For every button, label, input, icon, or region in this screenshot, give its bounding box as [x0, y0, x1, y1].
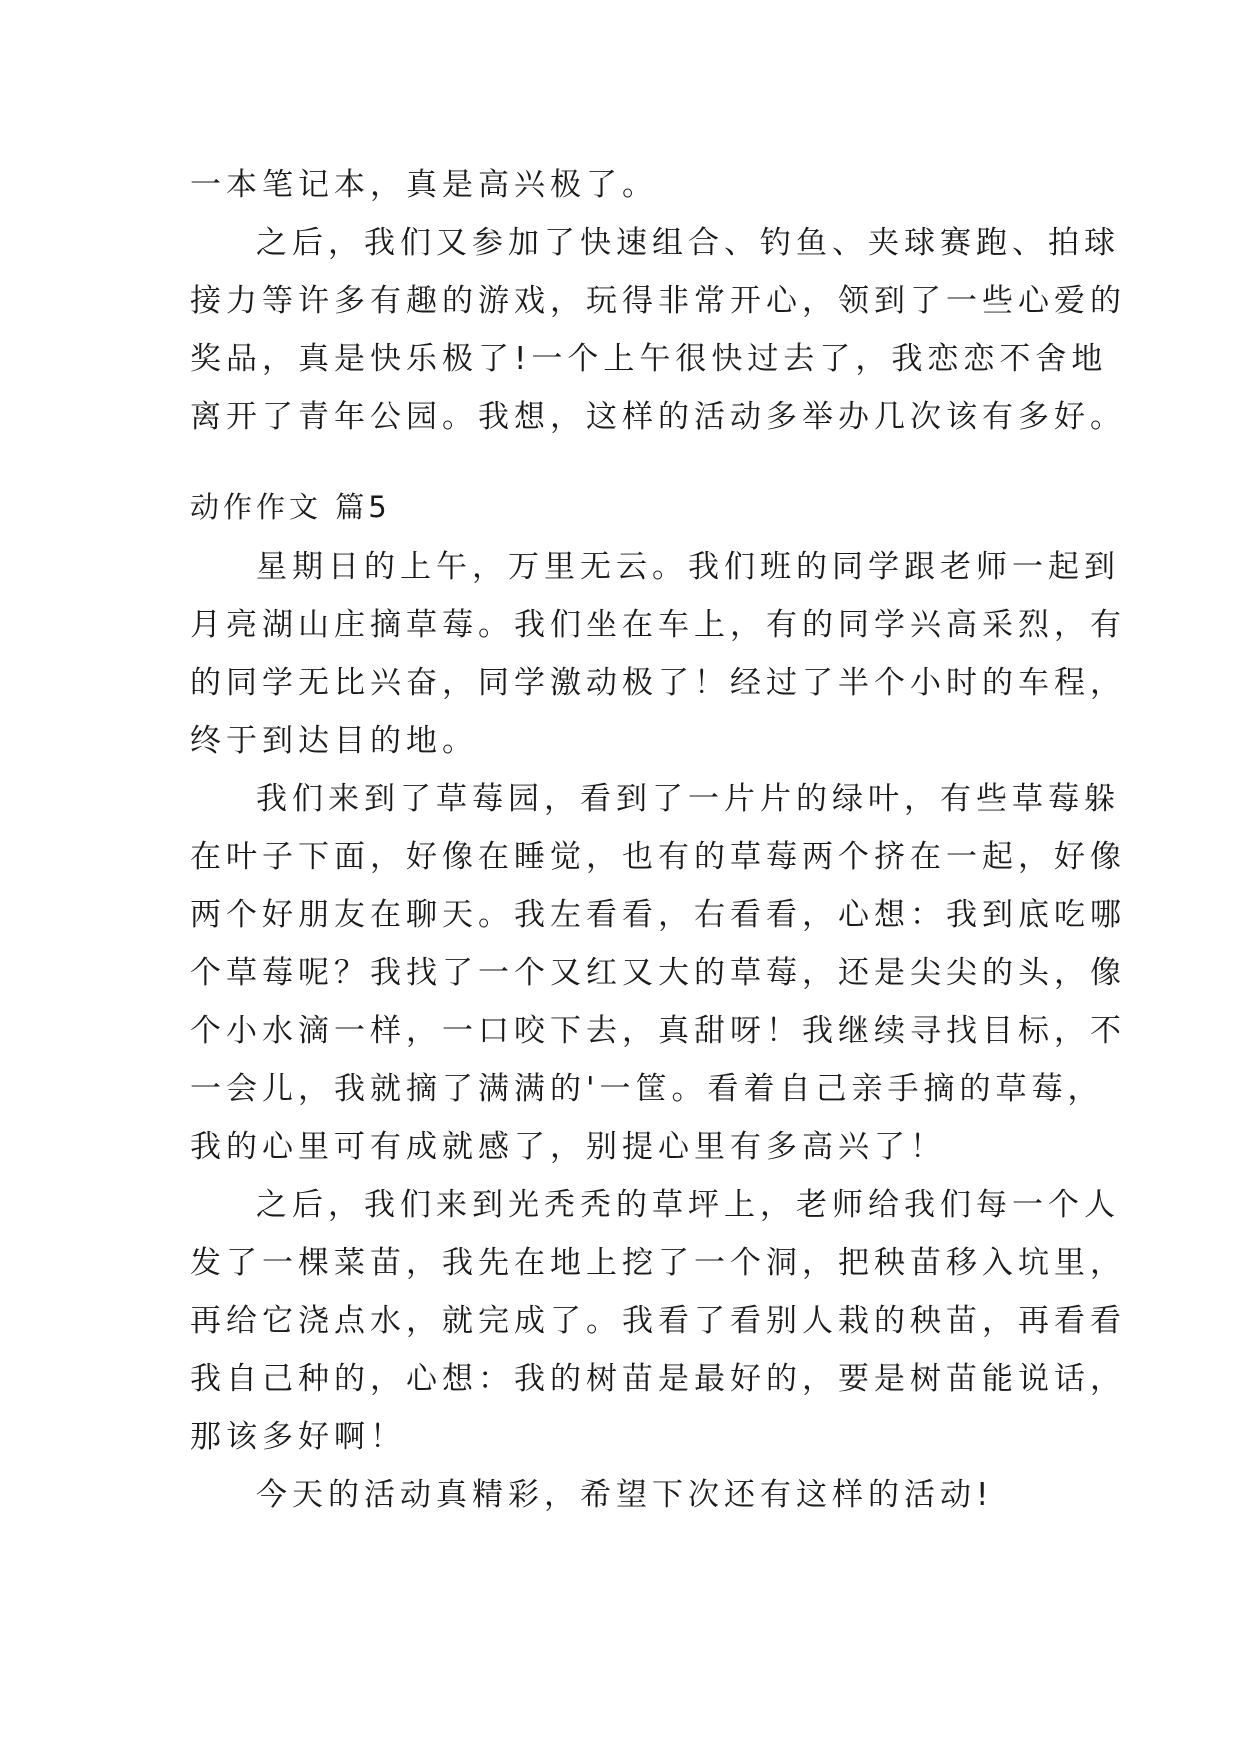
paragraph-line: 之后，我们来到光秃秃的草坪上，老师给我们每一个人 — [256, 1187, 1120, 1223]
paragraph-line: 离开了青年公园。我想，这样的活动多举办几次该有多好。 — [190, 399, 1126, 435]
paragraph-line: 一本笔记本，真是高兴极了。 — [190, 167, 658, 203]
paragraph-line: 一会儿，我就摘了满满的'一筐。看着自己亲手摘的草莓， — [190, 1071, 1104, 1107]
paragraph-line: 的同学无比兴奋，同学激动极了！经过了半个小时的车程， — [190, 665, 1126, 701]
paragraph-line: 那该多好啊！ — [190, 1419, 406, 1455]
paragraph — [190, 214, 1126, 446]
paragraph-line: 我们来到了草莓园，看到了一片片的绿叶，有些草莓躲 — [256, 781, 1120, 817]
paragraph — [190, 1176, 1126, 1466]
paragraph-line: 月亮湖山庄摘草莓。我们坐在车上，有的同学兴高采烈，有 — [190, 607, 1126, 643]
paragraph-line: 我自己种的，心想：我的树苗是最好的，要是树苗能说话， — [190, 1361, 1126, 1397]
paragraph-line: 再给它浇点水，就完成了。我看了看别人栽的秧苗，再看看 — [190, 1303, 1126, 1339]
paragraph — [190, 1466, 1070, 1524]
paragraph-line: 在叶子下面，好像在睡觉，也有的草莓两个挤在一起，好像 — [190, 839, 1126, 875]
paragraph-line: 个小水滴一样，一口咬下去，真甜呀！我继续寻找目标，不 — [190, 1013, 1126, 1049]
paragraph — [190, 538, 1126, 770]
paragraph-line: 今天的活动真精彩，希望下次还有这样的活动! — [256, 1477, 994, 1513]
paragraph-line: 终于到达目的地。 — [190, 723, 478, 759]
paragraph — [190, 156, 1070, 214]
paragraph-line: 个草莓呢？我找了一个又红又大的草莓，还是尖尖的头，像 — [190, 955, 1126, 991]
document-body — [190, 156, 1126, 1524]
paragraph — [190, 770, 1126, 1176]
paragraph-line: 奖品，真是快乐极了!一个上午很快过去了，我恋恋不舍地 — [190, 341, 1108, 377]
paragraph-line: 星期日的上午，万里无云。我们班的同学跟老师一起到 — [256, 549, 1120, 585]
paragraph-line: 之后，我们又参加了快速组合、钓鱼、夹球赛跑、拍球 — [256, 225, 1120, 261]
section-spacer — [190, 446, 1070, 476]
paragraph-line: 我的心里可有成就感了，别提心里有多高兴了！ — [190, 1129, 946, 1165]
paragraph-line: 发了一棵菜苗，我先在地上挖了一个洞，把秧苗移入坑里， — [190, 1245, 1126, 1281]
paragraph-line: 两个好朋友在聊天。我左看看，右看看，心想：我到底吃哪 — [190, 897, 1126, 933]
paragraph-line: 接力等许多有趣的游戏，玩得非常开心，领到了一些心爱的 — [190, 283, 1126, 319]
section-heading: 动作作文 篇5 — [190, 490, 391, 524]
